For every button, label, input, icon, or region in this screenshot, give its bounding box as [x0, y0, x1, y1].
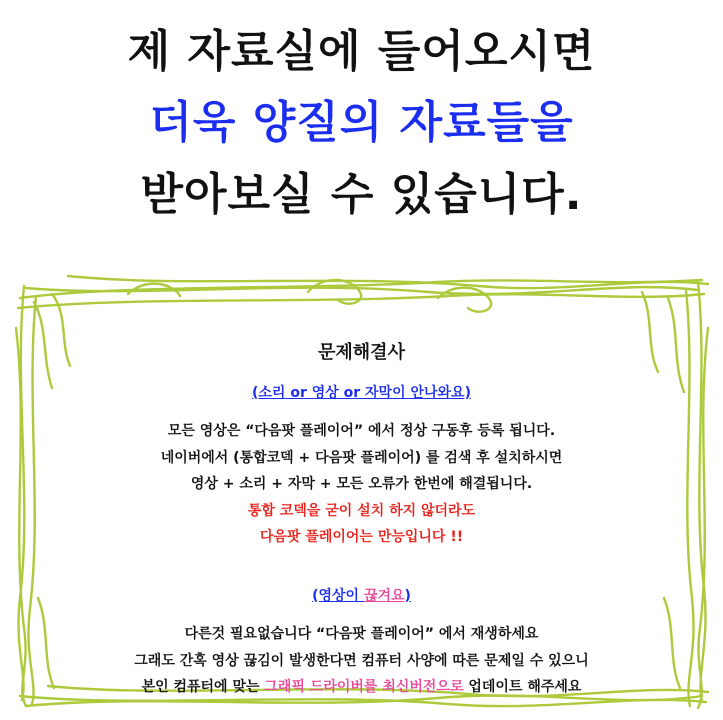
section1-line-2: 네이버에서 (통합코덱 + 다음팟 플레이어) 를 검색 후 설치하시면: [160, 449, 563, 466]
section2-last-line: [48, 674, 675, 701]
section1-line-3: 영상 + 소리 + 자막 + 모든 오류가 한번에 해결됩니다.: [190, 476, 533, 493]
section2-heading-accent: 끊겨요: [363, 587, 405, 604]
section2-line-2: 그래도 간혹 영상 끊김이 발생한다면 컴퓨터 사양에 따른 문제일 수 있으니: [134, 652, 589, 669]
headline-line-2: 더욱 양질의 자료들을: [149, 97, 574, 149]
headline-line-1: 제 자료실에 들어오시면: [127, 26, 596, 77]
section1-line-1: 모든 영상은 “다음팟 플레이어” 에서 정상 구동후 등록 됩니다.: [167, 423, 556, 439]
section2-last-line-part1: 본인 컴퓨터에 맞는: [141, 679, 265, 696]
section2-heading-suffix: ): [404, 587, 411, 604]
headline-line-3: 받아보실 수 있습니다.: [140, 168, 583, 220]
section1-heading: (소리 or 영상 or 자막이 안나와요): [252, 385, 471, 401]
body-title: 문제해결사: [318, 342, 405, 363]
section2-heading-prefix: (영상이: [312, 587, 364, 604]
section1-red-line-2: 다음팟 플레이어는 만능입니다 !!: [259, 529, 464, 546]
headline-block: [0, 16, 723, 230]
sketch-frame: [8, 268, 715, 710]
body-content: [48, 338, 675, 701]
section2-last-line-part3: 업데이트 해주세요: [463, 679, 582, 696]
section1-red-line-1: 통합 코덱을 굳이 설치 하지 않더라도: [247, 502, 476, 519]
section2-line-1: 다른것 필요없습니다 “다음팟 플레이어” 에서 재생하세요: [184, 625, 539, 642]
section2-heading: [48, 585, 675, 605]
section2-last-line-accent: 그래픽 드라이버를 최신버전으로: [264, 679, 464, 696]
section-divider-space: [48, 551, 675, 585]
